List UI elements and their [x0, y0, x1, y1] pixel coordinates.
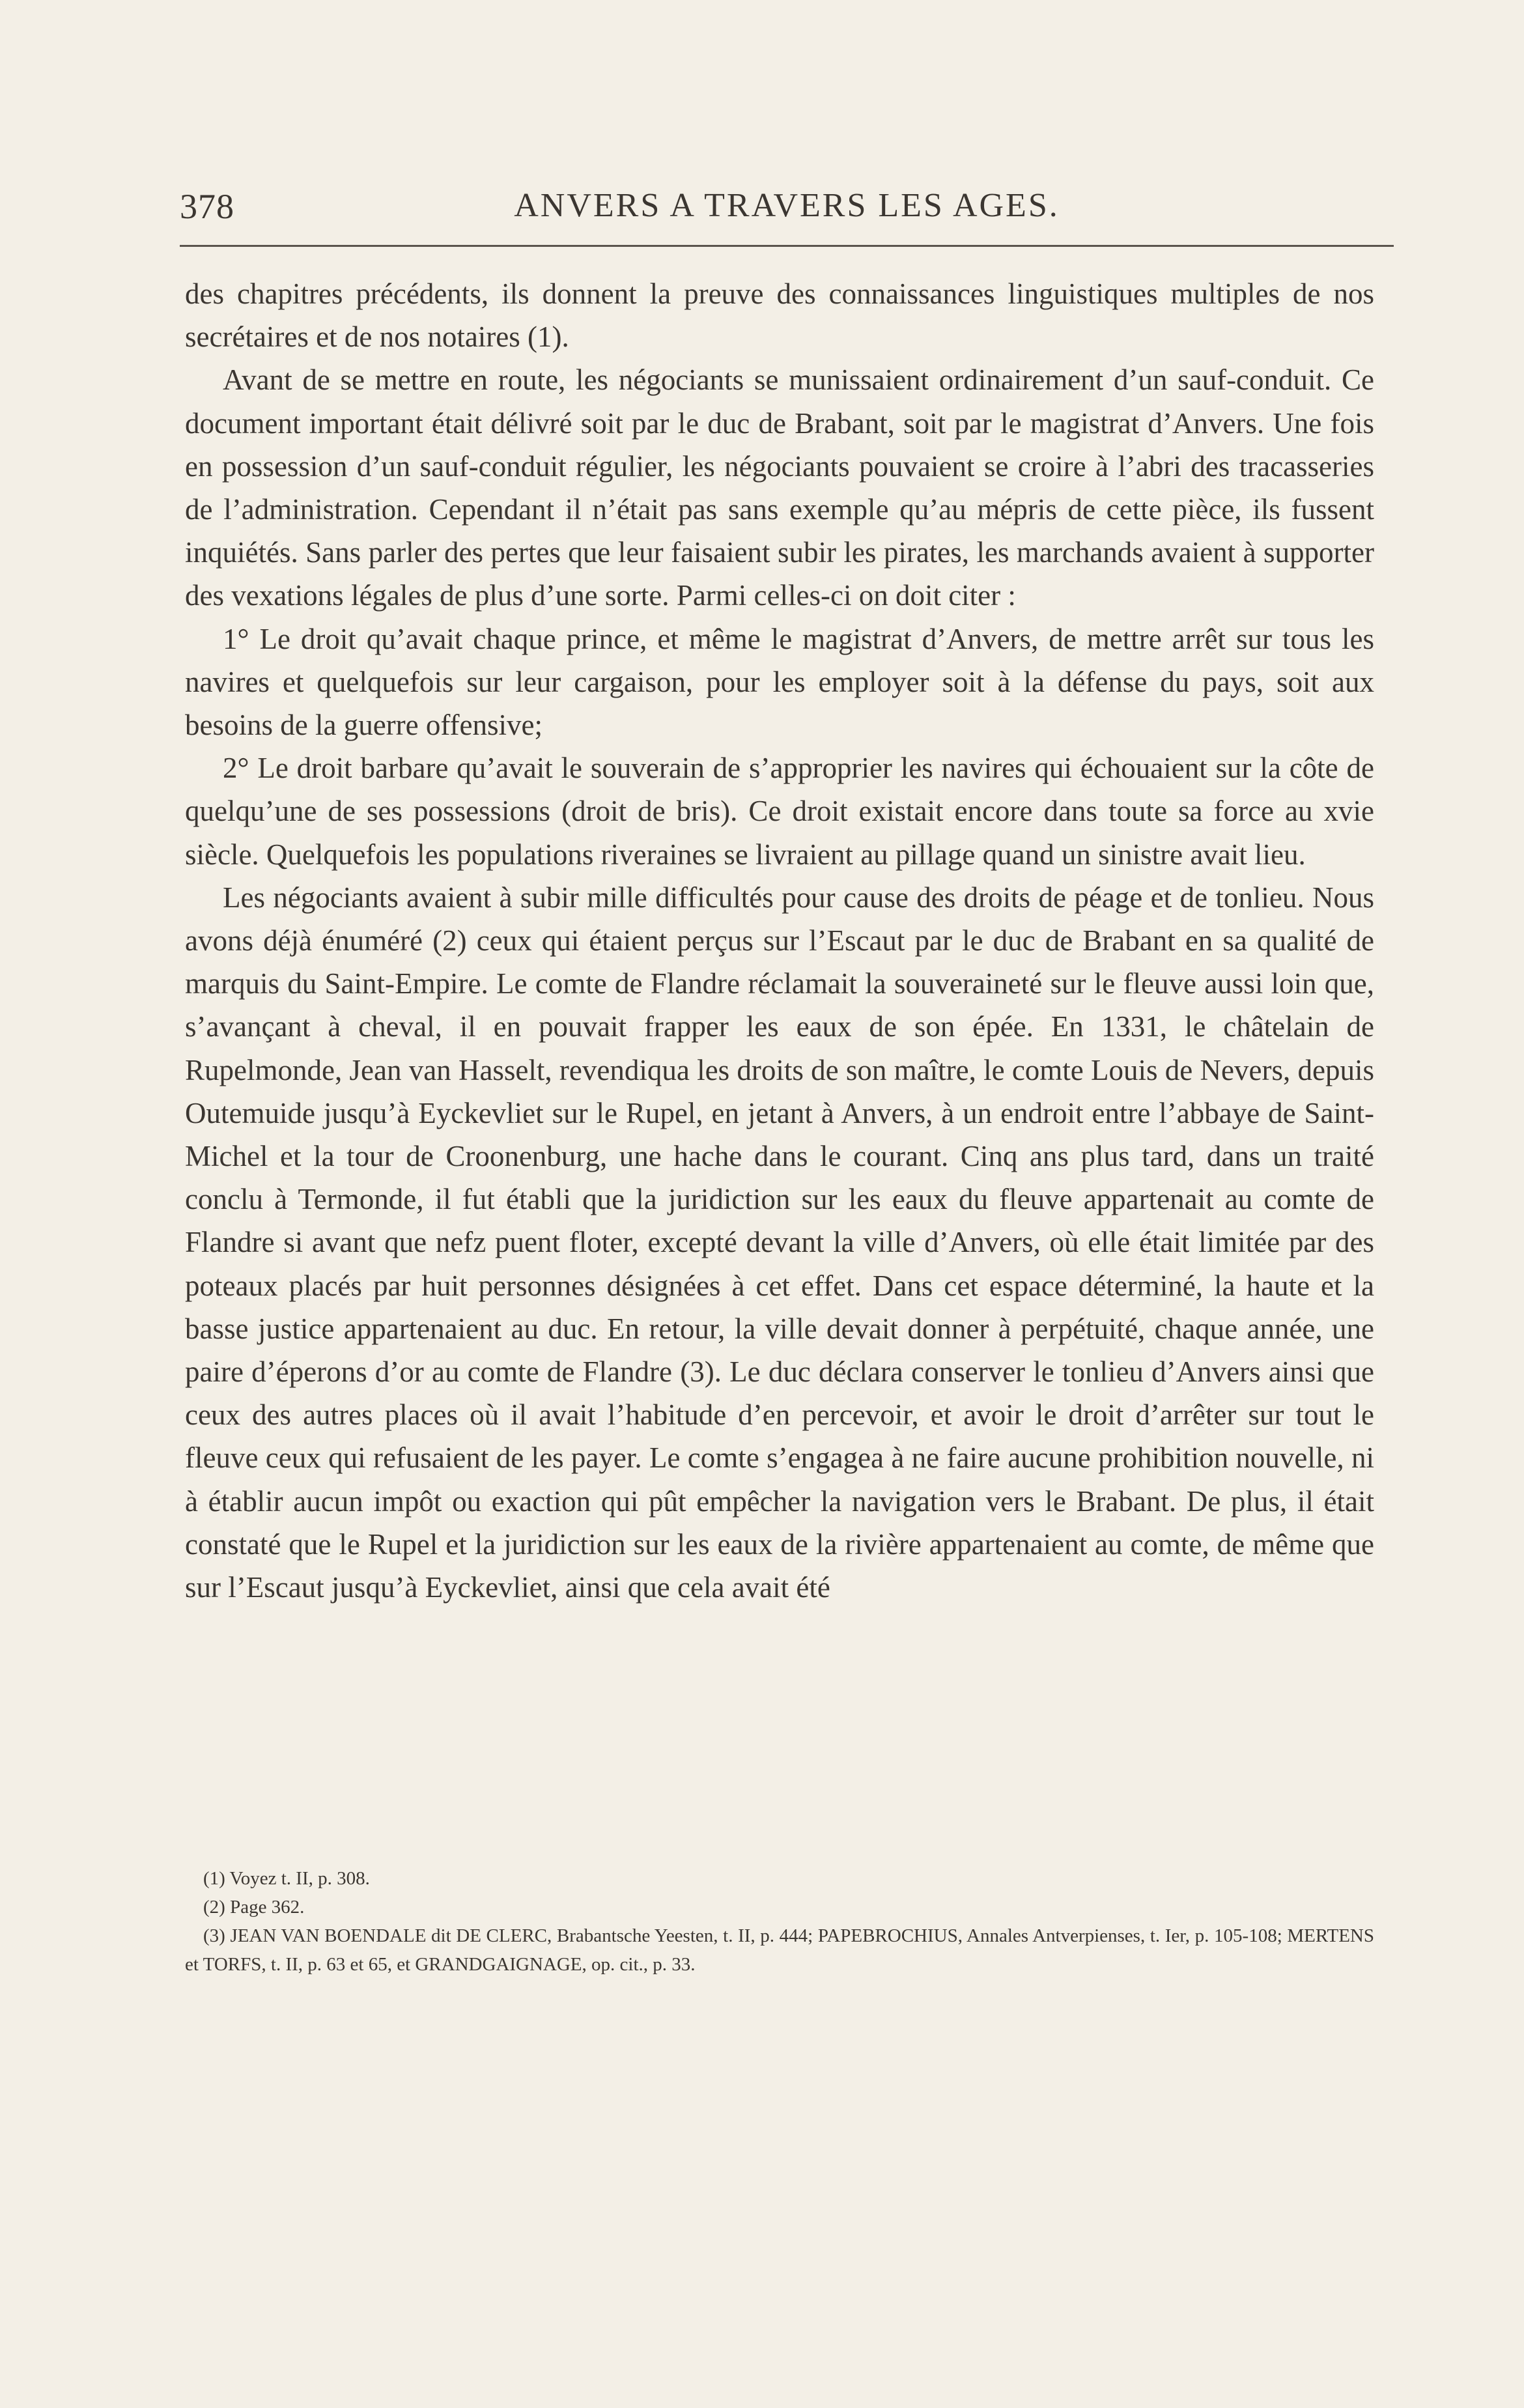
footnote: (1) Voyez t. II, p. 308. [203, 1868, 370, 1889]
paragraph: Les négociants avaient à subir mille difficultés pour cause des droits de péage et de tonlieu. Nous avons déjà énuméré (2) ceux qui étaient perçus sur l’Escaut par le duc de Brabant en sa qualité de marquis du Saint-Empire. Le comte de Flandre réclamait la souveraineté sur le fleuve aussi loin que, s’avançant à cheval, il en pouvait frapper les eaux de son épée. En 1331, le châtelain de Rupelmonde, Jean van Hasselt, revendiqua les droits de son maître, le comte Louis de Nevers, depuis Outemuide jusqu’à Eyckevliet sur le Rupel, en jetant à Anvers, à un endroit entre l’abbaye de Saint-Michel et la tour de Croonenburg, une hache dans le courant. Cinq ans plus tard, dans un traité conclu à Termonde, il fut établi que la juridiction sur les eaux du fleuve appartenait au comte de Flandre si avant que nefz puent floter, excepté devant la ville d’Anvers, où elle était limitée par des poteaux placés par huit personnes désignées à cet effet. Dans cet espace déterminé, la haute et la basse justice appartenaient au duc. En retour, la ville devait donner à perpétuité, chaque année, une paire d’éperons d’or au comte de Flandre (3). Le duc déclara conserver le tonlieu d’Anvers ainsi que ceux des autres places où il avait l’habitude d’en percevoir, et avoir le droit d’arrêter sur tout le fleuve ceux qui refusaient de les payer. Le comte s’engagea à ne faire aucune prohibition nouvelle, ni à établir aucun impôt ou exaction qui pût empêcher la navigation vers le Brabant. De plus, il était constaté que le Rupel et la juridiction sur les eaux de la rivière appartenaient au comte, de même que sur l’Escaut jusqu’à Eyckevliet, ainsi que cela avait été [185, 881, 1374, 1604]
footnotes [185, 1864, 1374, 1979]
footnote: (2) Page 362. [203, 1897, 305, 1918]
page-header [180, 186, 1394, 238]
paragraph: Avant de se mettre en route, les négociants se munissaient ordinairement d’un sauf-conduit. Ce document important était délivré soit par le duc de Brabant, soit par le magistrat d’Anvers. Une fois en possession d’un sauf-conduit régulier, les négociants pouvaient se croire à l’abri des tracasseries de l’administration. Cependant il n’était pas sans exemple qu’au mépris de cette pièce, ils fussent inquiétés. Sans parler des pertes que leur faisaient subir les pirates, les marchands avaient à supporter des vexations légales de plus d’une sorte. Parmi celles-ci on doit citer : [185, 363, 1374, 612]
paragraph: 2° Le droit barbare qu’avait le souverain de s’approprier les navires qui échouaient sur la côte de quelqu’une de ses possessions (droit de bris). Ce droit existait encore dans toute sa force au xvie siècle. Quelquefois les populations riveraines se livraient au pillage quand un sinistre avait lieu. [185, 752, 1374, 871]
paragraph: 1° Le droit qu’avait chaque prince, et même le magistrat d’Anvers, de mettre arrêt sur tous les navires et quelquefois sur leur cargaison, pour les employer soit à la défense du pays, soit aux besoins de la guerre offensive; [185, 622, 1374, 742]
footnote: (3) JEAN VAN BOENDALE dit DE CLERC, Brabantsche Yeesten, t. II, p. 444; PAPEBROCHIUS, Annales Antverpienses, t. Ier, p. 105-108; MERTENS et TORFS, t. II, p. 63 et 65, et GRANDGAIGNAGE, op. cit., p. 33. [185, 1925, 1374, 1975]
body-text [185, 272, 1374, 1609]
paragraph: des chapitres précédents, ils donnent la preuve des connaissances linguistiques multiples de nos secrétaires et de nos notaires (1). [185, 277, 1374, 354]
page-number: 378 [180, 187, 234, 226]
running-title: ANVERS A TRAVERS LES AGES. [514, 187, 1060, 224]
header-rule [180, 245, 1394, 247]
